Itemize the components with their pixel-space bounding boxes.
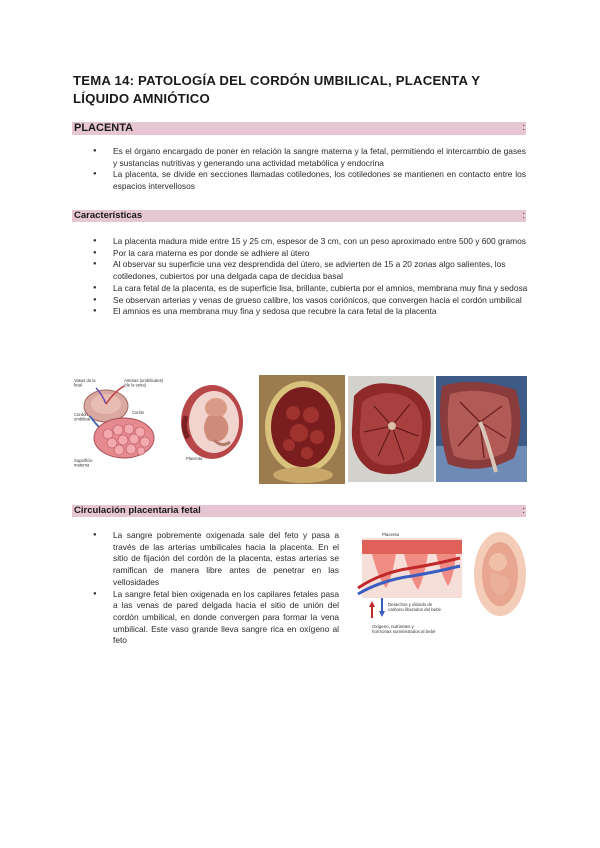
svg-text:fetal: fetal bbox=[74, 382, 82, 388]
section-colon: : bbox=[522, 122, 525, 133]
svg-text:umbilical: umbilical bbox=[74, 416, 91, 422]
fig1-fetus-label: Placenta bbox=[186, 456, 203, 461]
list-item: ● Al observar su superficie una vez desprendida del útero, se advierten de 15 a 20 zonas algo salientes, los cotiledones, cubiertos por una delgada capa de decidua basal bbox=[93, 259, 529, 282]
list-item: ● El amnios es una membrana muy fina y sedosa que recubre la cara fetal de la placenta bbox=[93, 306, 529, 318]
section-header-circulacion bbox=[72, 505, 526, 517]
fig1-label-a: Vasos de la bbox=[74, 378, 96, 383]
svg-text:(de la vena): (de la vena) bbox=[124, 382, 147, 388]
svg-text:materna: materna bbox=[74, 462, 90, 468]
list-item: ● La cara fetal de la placenta, es de superficie lisa, brillante, cubierta por el amnios, membrana muy fina y sedosa bbox=[93, 283, 529, 295]
svg-text:carbono liberados del bebé: carbono liberados del bebé bbox=[388, 607, 441, 612]
list-item: ● Es el órgano encargado de poner en relación la sangre materna y la fetal, permitiendo el intercambio de gases y sustancias nutritivas y generando una actividad metabólica y endocrina bbox=[93, 146, 526, 169]
placenta-diagram-image bbox=[72, 376, 170, 470]
list-item: ● La placenta, se divide en secciones llamadas cotiledones, los cotiledones se mantienen en contacto entre los espacios intervellosos bbox=[93, 169, 526, 192]
fig1-label-c: Cordón bbox=[74, 412, 88, 417]
fig1-label-e: Superficie bbox=[74, 458, 93, 463]
fig2-label-placenta: Placenta bbox=[382, 532, 400, 537]
section-colon: : bbox=[522, 210, 525, 221]
list-item: ● Por la cara materna es por donde se adhiere al útero bbox=[93, 248, 529, 260]
section-header-caracteristicas bbox=[72, 210, 526, 222]
placenta-fetal-face-photo bbox=[436, 376, 527, 482]
section-header-placenta bbox=[72, 122, 526, 135]
svg-text:hormonas suministrados al bebé: hormonas suministrados al bebé bbox=[372, 629, 436, 634]
list-item: ● Se observan arterias y venas de grueso calibre, los vasos coriónicos, que convergen hacia el cordón umbilical bbox=[93, 295, 529, 307]
page-title: TEMA 14: PATOLOGÍA DEL CORDÓN UMBILICAL, PLACENTA Y LÍQUIDO AMNIÓTICO bbox=[73, 73, 481, 106]
section-heading: Características bbox=[74, 210, 143, 221]
list-item: ● La placenta madura mide entre 15 y 25 cm, espesor de 3 cm, con un peso aproximado entre 500 y 600 gramos bbox=[93, 236, 529, 248]
placenta-photo-2 bbox=[348, 376, 434, 482]
fig1-label-d: Corión bbox=[132, 410, 145, 415]
section-colon: : bbox=[522, 505, 525, 516]
placental-circulation-diagram bbox=[352, 528, 528, 648]
fetus-in-uterus-image bbox=[178, 376, 252, 464]
section-heading: Circulación placentaria fetal bbox=[74, 505, 201, 516]
section-heading: PLACENTA bbox=[74, 122, 134, 134]
list-item: ● La sangre fetal bien oxigenada en los capilares fetales pasa a las venas de pared delgada hacia el sitio de unión del cordón umbilical, en donde convergen para formar la vena umbilical. Este vaso grande lleva sangre rica en oxígeno al feto bbox=[93, 589, 339, 648]
fig2-label-oxygen: Oxígeno, nutrientes y bbox=[372, 624, 414, 629]
placenta-maternal-face-photo bbox=[259, 375, 345, 484]
circulacion-list bbox=[93, 530, 339, 647]
placenta-list bbox=[93, 146, 526, 193]
fig1-label-b: Arterias (umbilicales) bbox=[124, 378, 164, 383]
fig2-label-waste: Desechos y dióxido de bbox=[388, 602, 433, 607]
list-item: ● La sangre pobremente oxigenada sale del feto y pasa a través de las arterias umbilicales hacia la placenta. En el sitio de fijación del cordón de la placenta, estas arterias se ramifican de manera libre antes de penetrar en las vellosidades bbox=[93, 530, 339, 589]
caracteristicas-list bbox=[93, 236, 529, 318]
